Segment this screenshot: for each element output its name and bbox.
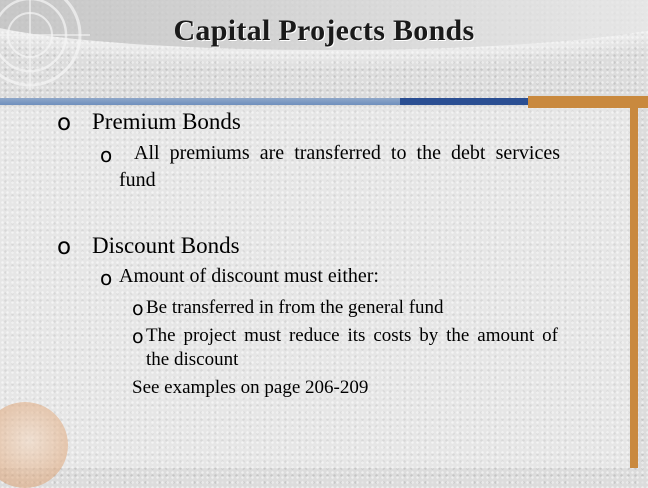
bullet-icon: o (132, 298, 144, 320)
premium-detail-line-wrap: fund (119, 169, 156, 191)
divider-dark-blue-segment (400, 98, 528, 105)
discount-option-reduce-costs-wrap: the discount (146, 349, 239, 370)
divider-light-blue-segment (0, 98, 400, 105)
divider-orange-segment (528, 96, 648, 108)
discount-option-general-fund: Be transferred in from the general fund (146, 297, 444, 318)
bullet-premium-bonds: Premium Bonds (92, 109, 241, 134)
premium-detail-line: All premiums are transferred to the debt services (134, 142, 560, 164)
bullet-icon: o (132, 326, 144, 348)
bullet-icon: o (57, 234, 72, 260)
slide-title: Capital Projects Bonds (173, 14, 475, 47)
bullet-icon: o (100, 266, 113, 290)
bullet-icon: o (100, 143, 113, 167)
title-divider-band (0, 96, 648, 108)
discount-option-reduce-costs: The project must reduce its costs by the amount of (146, 325, 558, 346)
discount-amount-line: Amount of discount must either: (119, 265, 379, 287)
examples-note: See examples on page 206-209 (132, 377, 369, 398)
right-orange-stripe (630, 108, 638, 468)
bullet-icon: o (57, 110, 72, 136)
bullet-discount-bonds: Discount Bonds (92, 233, 240, 258)
